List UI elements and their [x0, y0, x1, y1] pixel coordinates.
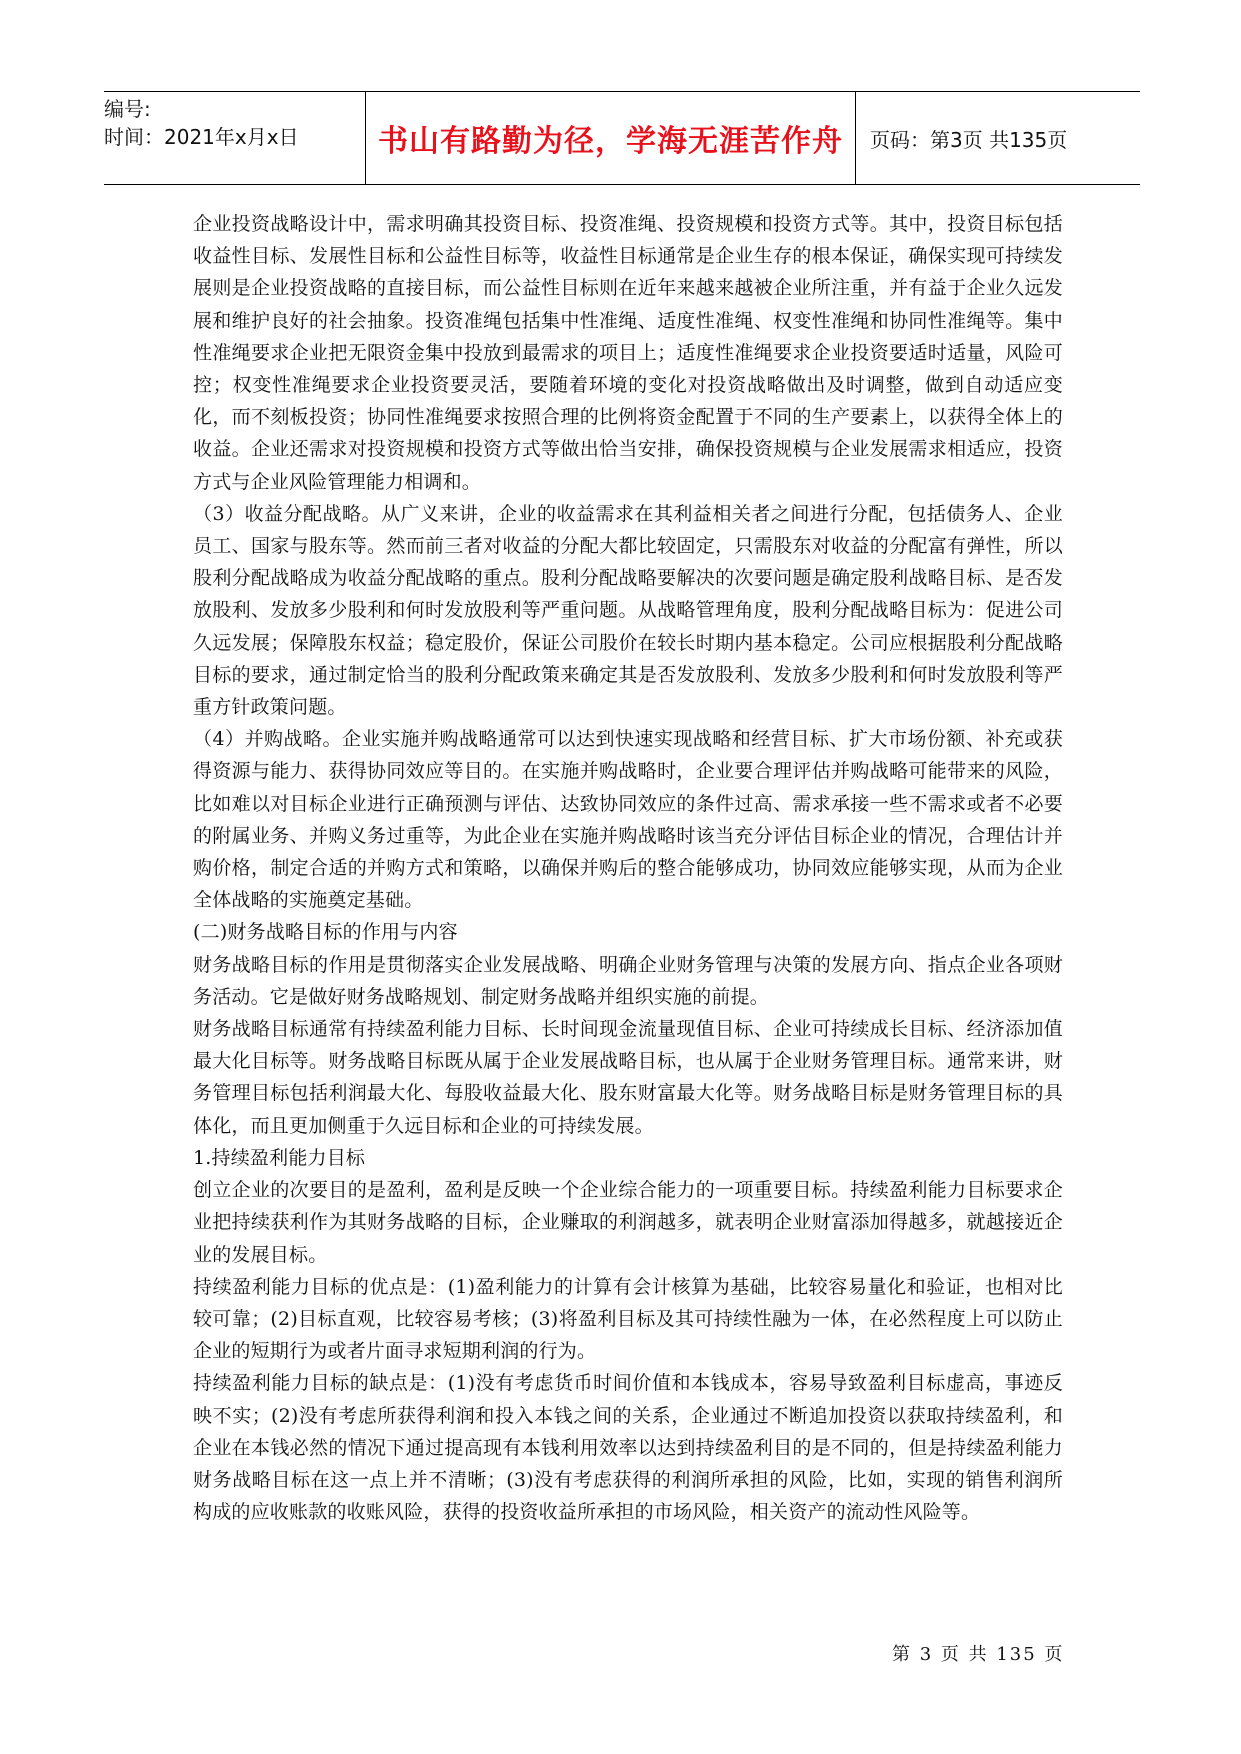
- header-table: [104, 91, 1140, 185]
- section-heading: (二)财务战略目标的作用与内容: [193, 921, 458, 944]
- page-footer: 第 3 页 共 135 页: [892, 1644, 1065, 1665]
- paragraph: （3）收益分配战略。从广义来讲，企业的收益需求在其利益相关者之间进行分配，包括债务人、企业员工、国家与股东等。然而前三者对收益的分配大都比较固定，只需股东对收益的分配富有弹性，所以股利分配战略成为收益分配战略的重点。股利分配战略要解决的次要问题是确定股利战略目标、是否发放股利、发放多少股利和何时发放股利等严重问题。从战略管理角度，股利分配战略目标为：促进公司久远发展；保障股东权益；稳定股价，保证公司股价在较长时期内基本稳定。公司应根据股利分配战略目标的要求，通过制定恰当的股利分配政策来确定其是否发放股利、发放多少股利和何时发放股利等严重方针政策问题。: [193, 502, 1063, 719]
- paragraph: （4）并购战略。企业实施并购战略通常可以达到快速实现战略和经营目标、扩大市场份额、补充或获得资源与能力、获得协同效应等目的。在实施并购战略时，企业要合理评估并购战略可能带来的风险，比如难以对目标企业进行正确预测与评估、达致协同效应的条件过高、需求承接一些不需求或者不必要的附属业务、并购义务过重等，为此企业在实施并购战略时该当充分评估目标企业的情况，合理估计并购价格，制定合适的并购方式和策略，以确保并购后的整合能够成功，协同效应能够实现，从而为企业全体战略的实施奠定基础。: [193, 728, 1063, 912]
- header-motto: 书山有路勤为径，学海无涯苦作舟: [366, 92, 856, 184]
- paragraph: 企业投资战略设计中，需求明确其投资目标、投资准绳、投资规模和投资方式等。其中，投资目标包括收益性目标、发展性目标和公益性目标等，收益性目标通常是企业生存的根本保证，确保实现可持续发展则是企业投资战略的直接目标，而公益性目标则在近年来越来越被企业所注重，并有益于企业久远发展和维护良好的社会抽象。投资准绳包括集中性准绳、适度性准绳、权变性准绳和协同性准绳等。集中性准绳要求企业把无限资金集中投放到最需求的项目上；适度性准绳要求企业投资要适时适量，风险可控；权变性准绳要求企业投资要灵活，要随着环境的变化对投资战略做出及时调整，做到自动适应变化，而不刻板投资；协同性准绳要求按照合理的比例将资金配置于不同的生产要素上，以获得全体上的收益。企业还需求对投资规模和投资方式等做出恰当安排，确保投资规模与企业发展需求相适应，投资方式与企业风险管理能力相调和。: [193, 213, 1063, 493]
- paragraph: 财务战略目标的作用是贯彻落实企业发展战略、明确企业财务管理与决策的发展方向、指点企业各项财务活动。它是做好财务战略规划、制定财务战略并组织实施的前提。: [193, 953, 1063, 1008]
- paragraph: 持续盈利能力目标的优点是：(1)盈利能力的计算有会计核算为基础，比较容易量化和验证，也相对比较可靠；(2)目标直观，比较容易考核；(3)将盈利目标及其可持续性融为一体，在必然程度上可以防止企业的短期行为或者片面寻求短期利润的行为。: [193, 1275, 1063, 1363]
- document-body: [193, 208, 1063, 1528]
- paragraph: 财务战略目标通常有持续盈利能力目标、长时间现金流量现值目标、企业可持续成长目标、经济添加值最大化目标等。财务战略目标既从属于企业发展战略目标，也从属于企业财务管理目标。通常来讲，财务管理目标包括利润最大化、每股收益最大化、股东财富最大化等。财务战略目标是财务管理目标的具体化，而且更加侧重于久远目标和企业的可持续发展。: [193, 1018, 1063, 1137]
- document-time-label: 时间：2021年x月x日: [104, 125, 299, 149]
- paragraph: 创立企业的次要目的是盈利，盈利是反映一个企业综合能力的一项重要目标。持续盈利能力目标要求企业把持续获利作为其财务战略的目标，企业赚取的利润越多，就表明企业财富添加得越多，就越接近企业的发展目标。: [193, 1179, 1063, 1266]
- document-number-label: 编号:: [104, 97, 151, 121]
- subsection-heading: 1.持续盈利能力目标: [193, 1146, 366, 1169]
- header-page-label: 页码：第3页 共135页: [870, 127, 1068, 152]
- header-left-cell: [104, 92, 366, 184]
- paragraph: 持续盈利能力目标的缺点是：(1)没有考虑货币时间价值和本钱成本，容易导致盈利目标虚高，事迹反映不实；(2)没有考虑所获得利润和投入本钱之间的关系，企业通过不断追加投资以获取持续盈利，和企业在本钱必然的情况下通过提高现有本钱利用效率以达到持续盈利目的是不同的，但是持续盈利能力财务战略目标在这一点上并不清晰；(3)没有考虑获得的利润所承担的风险，比如，实现的销售利润所构成的应收账款的收账风险，获得的投资收益所承担的市场风险，相关资产的流动性风险等。: [193, 1372, 1063, 1524]
